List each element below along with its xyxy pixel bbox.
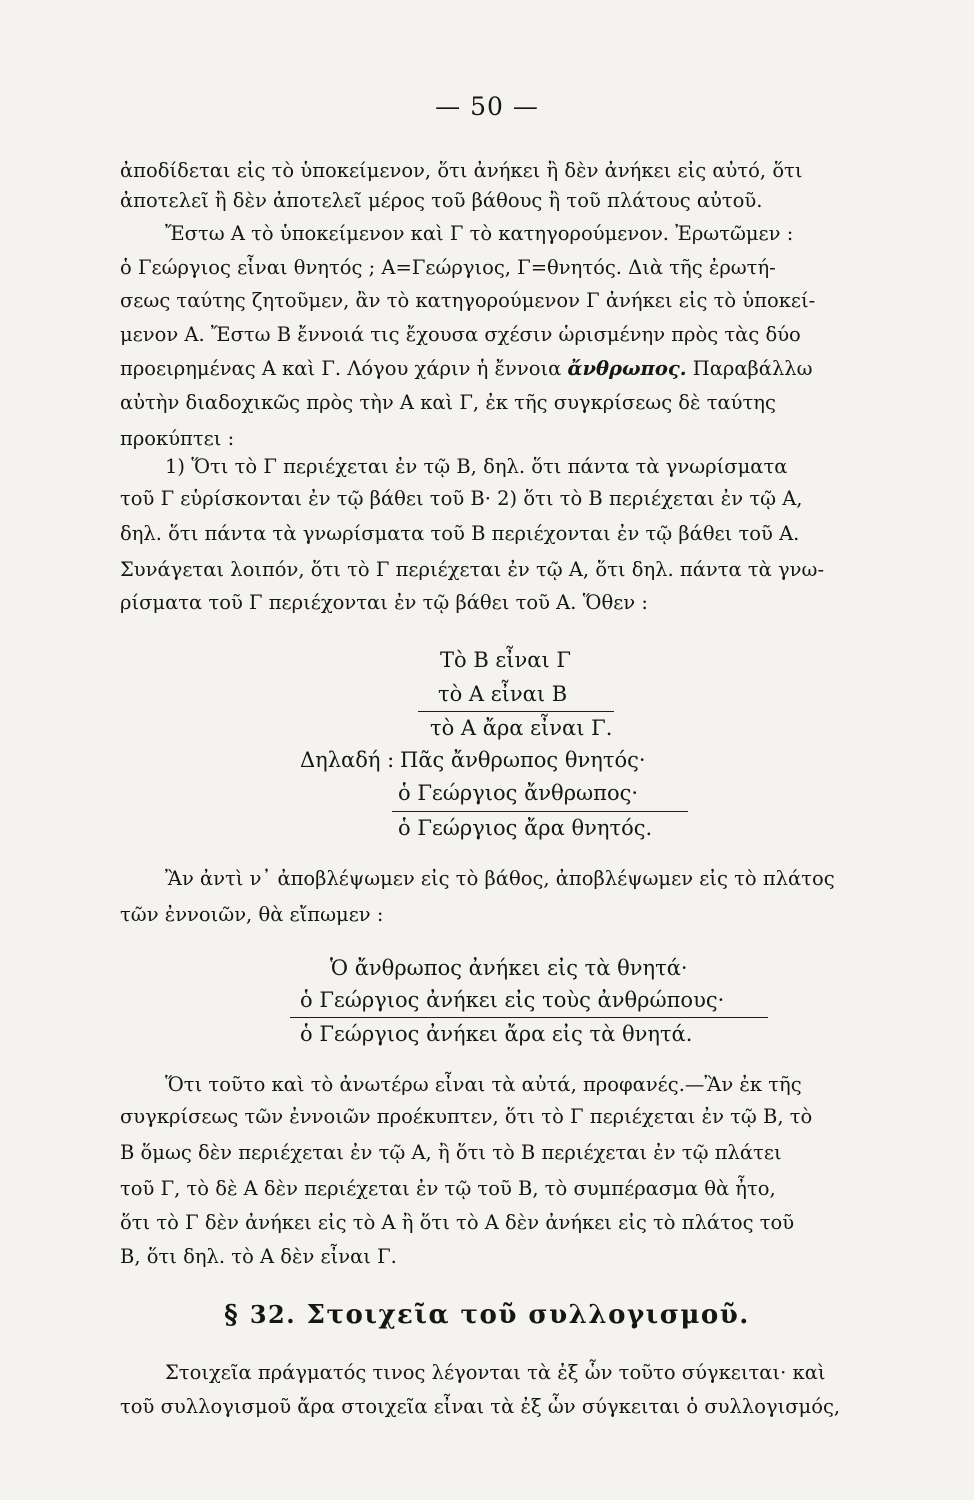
section-number: 32. [249, 1300, 297, 1329]
text-line: μενον Α. Ἔστω Β ἔννοιά τις ἔχουσα σχέσιν ὡρισμένην πρὸς τὰς δύο [120, 323, 801, 346]
premise-minor: ὁ Γεώργιος ἀνήκει εἰς τοὺς ἀνθρώπους· [300, 988, 725, 1012]
premise-major: Πᾶς ἄνθρωπος θνητός· [400, 748, 646, 772]
text-line: συγκρίσεως τῶν ἐννοιῶν προέκυπτεν, ὅτι τὸ Γ περιέχεται ἐν τῷ Β, τὸ [120, 1105, 813, 1128]
text-line: τῶν ἐννοιῶν, θὰ εἴπωμεν : [120, 903, 384, 926]
premise-minor: ὁ Γεώργιος ἄνθρωπος· [398, 781, 639, 805]
text-line [120, 356, 813, 382]
text-line: τοῦ Γ εὑρίσκονται ἐν τῷ βάθει τοῦ Β· 2) ὅτι τὸ Β περιέχεται ἐν τῷ Α, [120, 487, 803, 510]
text-line: Β, ὅτι δηλ. τὸ Α δὲν εἶναι Γ. [120, 1245, 397, 1268]
text-line: Ἂν ἀντὶ ν᾽ ἀποβλέψωμεν εἰς τὸ βάθος, ἀποβλέψωμεν εἰς τὸ πλάτος [165, 867, 835, 890]
premise-major: Ὁ ἄνθρωπος ἀνήκει εἰς τὰ θνητά· [330, 956, 688, 980]
conclusion: ὁ Γεώργιος ἄρα θνητός. [398, 816, 653, 840]
text-line: ὅτι τὸ Γ δὲν ἀνήκει εἰς τὸ Α ἢ ὅτι τὸ Α δὲν ἀνήκει εἰς τὸ πλάτος τοῦ [120, 1211, 795, 1234]
premise-major: Τὸ Β εἶναι Γ [440, 648, 571, 672]
text-line: προκύπτει : [120, 427, 235, 450]
text-span: προειρημένας Α καὶ Γ. Λόγου χάριν ἡ ἔννοια [120, 357, 562, 380]
section-symbol: § [224, 1300, 240, 1330]
text-line: 1) Ὅτι τὸ Γ περιέχεται ἐν τῷ Β, δηλ. ὅτι πάντα τὰ γνωρίσματα [165, 455, 788, 478]
text-line: Στοιχεῖα πράγματός τινος λέγονται τὰ ἐξ ὧν τοῦτο σύγκειται· καὶ [165, 1361, 826, 1384]
page-number: — 50 — [435, 92, 539, 121]
text-line: Β ὅμως δὲν περιέχεται ἐν τῷ Α, ἢ ὅτι τὸ Β περιέχεται ἐν τῷ πλάτει [120, 1141, 782, 1164]
text-line: Συνάγεται λοιπόν, ὅτι τὸ Γ περιέχεται ἐν τῷ Α, ὅτι δηλ. πάντα τὰ γνω- [120, 558, 825, 581]
conclusion: ὁ Γεώργιος ἀνήκει ἄρα εἰς τὰ θνητά. [300, 1022, 693, 1046]
text-line: ἀποδίδεται εἰς τὸ ὑποκείμενον, ὅτι ἀνήκει ἢ δὲν ἀνήκει εἰς αὐτό, ὅτι [120, 159, 803, 182]
text-line: ρίσματα τοῦ Γ περιέχονται ἐν τῷ βάθει τοῦ Α. Ὅθεν : [120, 591, 648, 614]
text-span: Παραβάλλω [692, 357, 813, 380]
conclusion-rule [392, 811, 688, 812]
text-line: ὁ Γεώργιος εἶναι θνητός ; Α=Γεώργιος, Γ=θνητός. Διὰ τῆς ἐρωτή- [120, 256, 776, 279]
syllogism-label: Δηλαδή : [300, 748, 395, 772]
section-title: Στοιχεῖα τοῦ συλλογισμοῦ. [306, 1300, 750, 1330]
text-line: τοῦ συλλογισμοῦ ἄρα στοιχεῖα εἶναι τὰ ἐξ ὧν σύγκειται ὁ συλλογισμός, [120, 1395, 841, 1418]
conclusion-rule [418, 711, 614, 712]
conclusion-rule [290, 1017, 768, 1018]
text-line: δηλ. ὅτι πάντα τὰ γνωρίσματα τοῦ Β περιέχονται ἐν τῷ βάθει τοῦ Α. [120, 522, 800, 545]
text-line: ἀποτελεῖ ἢ δὲν ἀποτελεῖ μέρος τοῦ βάθους ἢ τοῦ πλάτους αὐτοῦ. [120, 189, 763, 212]
text-line: Ὅτι τοῦτο καὶ τὸ ἀνωτέρω εἶναι τὰ αὐτά, προφανές.—Ἂν ἐκ τῆς [165, 1073, 802, 1096]
emphasized-word: ἄνθρωπος. [567, 357, 687, 380]
conclusion: τὸ Α ἄρα εἶναι Γ. [430, 716, 613, 740]
section-heading [0, 1300, 974, 1330]
text-line: αὐτὴν διαδοχικῶς πρὸς τὴν Α καὶ Γ, ἐκ τῆς συγκρίσεως δὲ ταύτης [120, 391, 776, 414]
text-line: τοῦ Γ, τὸ δὲ Α δὲν περιέχεται ἐν τῷ τοῦ Β, τὸ συμπέρασμα θὰ ἦτο, [120, 1177, 776, 1200]
text-line: σεως ταύτης ζητοῦμεν, ἂν τὸ κατηγορούμενον Γ ἀνήκει εἰς τὸ ὑποκεί- [120, 289, 816, 312]
premise-minor: τὸ Α εἶναι Β [438, 682, 568, 706]
text-line: Ἔστω Α τὸ ὑποκείμενον καὶ Γ τὸ κατηγορούμενον. Ἐρωτῶμεν : [165, 222, 794, 245]
